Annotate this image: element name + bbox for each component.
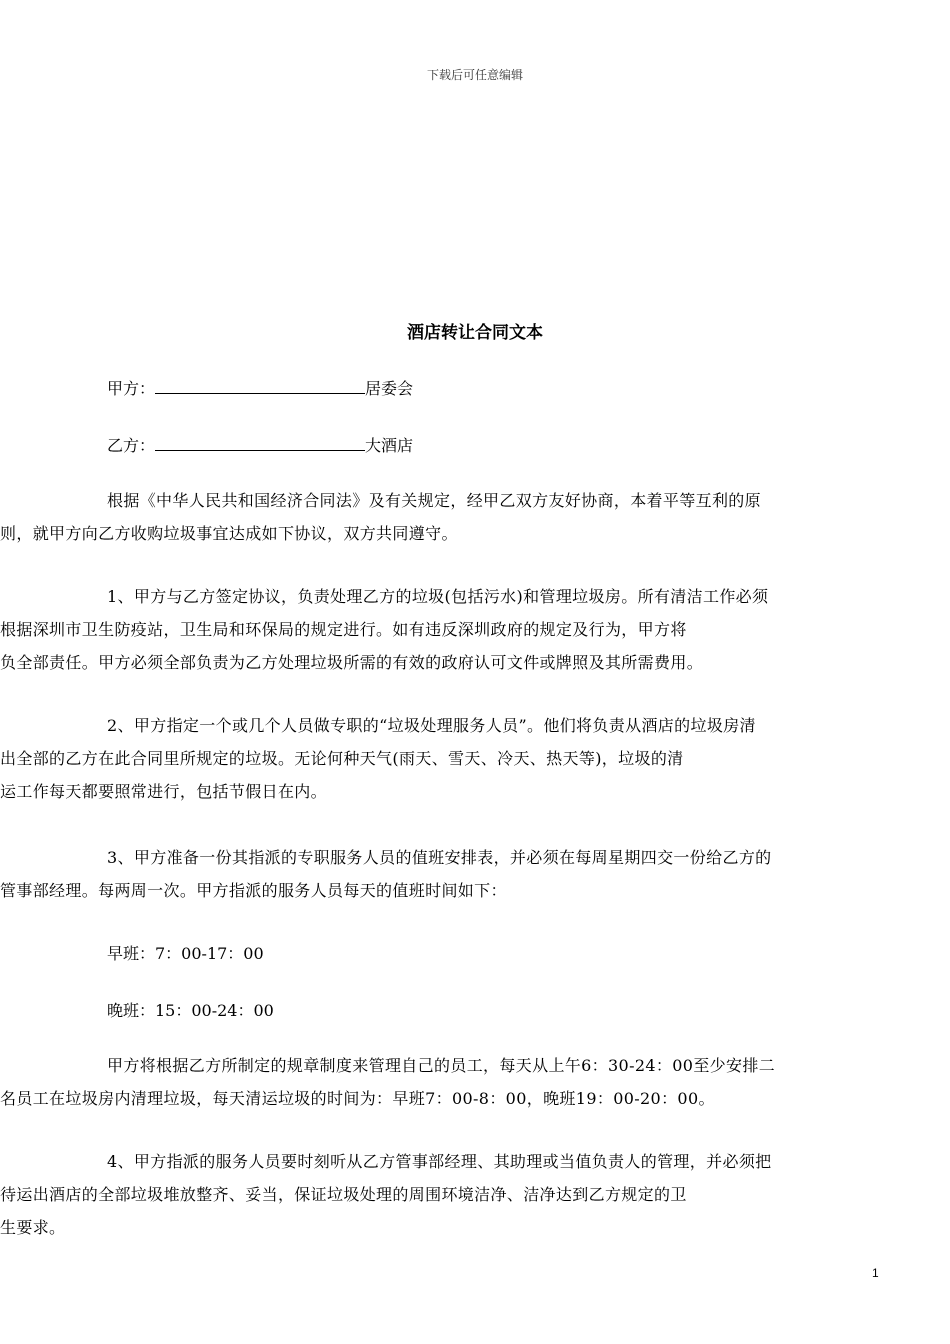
shift-morning: 早班：7：00-17：00 (107, 944, 264, 963)
clause-2-line-2: 出全部的乙方在此合同里所规定的垃圾。无论何种天气(雨天、雪天、冷天、热天等)，垃圾的清 (0, 749, 684, 768)
shift-evening: 晚班：15：00-24：00 (107, 1001, 274, 1020)
clause-1-line-2: 根据深圳市卫生防疫站，卫生局和环保局的规定进行。如有违反深圳政府的规定及行为，甲方将 (0, 620, 687, 639)
party-a-label: 甲方： (107, 379, 156, 398)
header-note: 下载后可任意编辑 (426, 68, 523, 82)
clause-3-line-1: 3、甲方准备一份其指派的专职服务人员的值班安排表，并必须在每周星期四交一份给乙方的 (107, 848, 772, 867)
intro-line-2: 则，就甲方向乙方收购垃圾事宜达成如下协议，双方共同遵守。 (0, 524, 458, 543)
clause-1-paragraph (0, 580, 883, 679)
clause-4-line-2: 待运出酒店的全部垃圾堆放整齐、妥当，保证垃圾处理的周围环境洁净、洁净达到乙方规定的卫 (0, 1185, 687, 1204)
intro-line-1: 根据《中华人民共和国经济合同法》及有关规定，经甲乙双方友好协商，本着平等互利的原 (107, 491, 762, 510)
party-a-name: 居委会 (365, 379, 414, 398)
party-a-blank (155, 379, 365, 394)
party-a-line (107, 376, 413, 399)
clause-4-line-3: 生要求。 (0, 1218, 66, 1237)
party-b-name: 大酒店 (365, 436, 414, 455)
clause-2-line-1: 2、甲方指定一个或几个人员做专职的“垃圾处理服务人员”。他们将负责从酒店的垃圾房清 (107, 716, 756, 735)
document-title: 酒店转让合同文本 (407, 323, 543, 343)
clause-3-line-2: 管事部经理。每两周一次。甲方指派的服务人员每天的值班时间如下： (0, 881, 507, 900)
management-line-2: 名员工在垃圾房内清理垃圾，每天清运垃圾的时间为：早班7：00-8：00，晚班19：00-20：00。 (0, 1089, 715, 1108)
management-paragraph (0, 1049, 883, 1115)
clause-1-line-1: 1、甲方与乙方签定协议，负责处理乙方的垃圾(包括污水)和管理垃圾房。所有清洁工作必须 (107, 587, 769, 606)
management-line-1: 甲方将根据乙方所制定的规章制度来管理自己的员工，每天从上午6：30-24：00至少安排二 (107, 1056, 776, 1075)
clause-2-line-3: 运工作每天都要照常进行，包括节假日在内。 (0, 782, 328, 801)
page-number: 1 (872, 1266, 879, 1280)
party-b-label: 乙方： (107, 436, 156, 455)
clause-1-line-3: 负全部责任。甲方必须全部负责为乙方处理垃圾所需的有效的政府认可文件或牌照及其所需费用。 (0, 653, 704, 672)
clause-2-paragraph (0, 709, 883, 808)
party-b-line (107, 433, 413, 456)
party-b-blank (155, 436, 365, 451)
clause-3-paragraph (0, 841, 883, 907)
clause-4-line-1: 4、甲方指派的服务人员要时刻听从乙方管事部经理、其助理或当值负责人的管理，并必须把 (107, 1152, 772, 1171)
intro-paragraph (0, 484, 883, 550)
clause-4-paragraph (0, 1145, 883, 1244)
